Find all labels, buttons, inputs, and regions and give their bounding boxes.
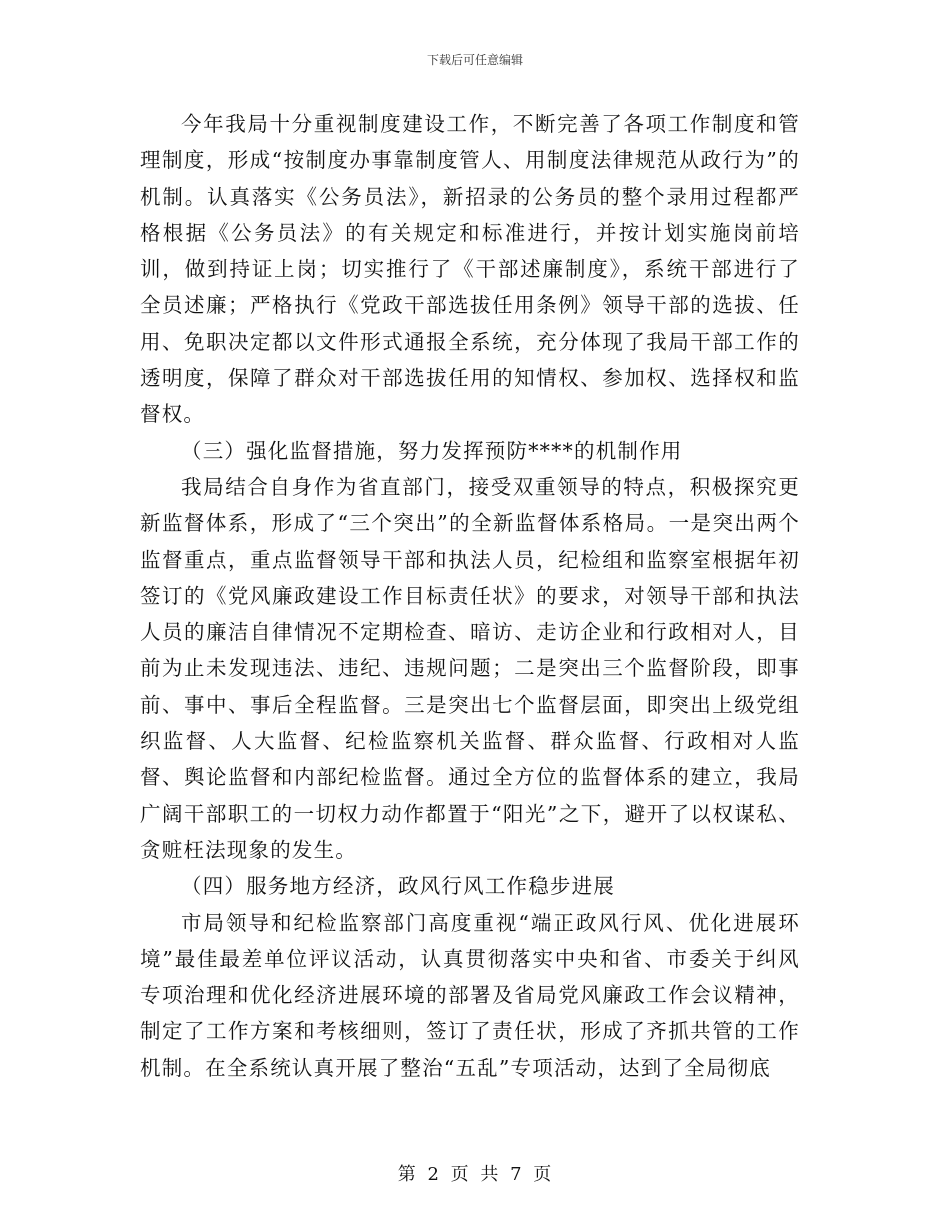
footer-prefix: 第 bbox=[397, 1164, 417, 1185]
total-page-number: 7 bbox=[510, 1164, 523, 1185]
section-heading-3: （三）强化监督措施，努力发挥预防****的机制作用 bbox=[181, 438, 683, 463]
paragraph-institution-building: 今年我局十分重视制度建设工作，不断完善了各项工作制度和管理制度，形成“按制度办事靠制度管人、用制度法律规范从政行为”的机制。认真落实《公务员法》，新招录的公务员的整个录用过程都严格根据《公务员法》的有关规定和标准进行，并按计划实施岗前培训，做到持证上岗；切实推行了《干部述廉制度》，系统干部进行了全员述廉；严格执行《党政干部选拔任用条例》领导干部的选拔、任用、免职决定都以文件形式通报全系统，充分体现了我局干部工作的透明度，保障了群众对干部选拔任用的知情权、参加权、选择权和监督权。 bbox=[140, 112, 800, 427]
page-header: 下载后可任意编辑 bbox=[426, 53, 523, 67]
page-number-footer bbox=[0, 1164, 950, 1186]
footer-page-label: 页 bbox=[450, 1164, 470, 1185]
paragraph-local-economy-service: 市局领导和纪检监察部门高度重视“端正政风行风、优化进展环境”最佳最差单位评议活动，认真贯彻落实中央和省、市委关于纠风专项治理和优化经济进展环境的部署及省局党风廉政工作会议精神，制定了工作方案和考核细则，签订了责任状，形成了齐抓共管的工作机制。在全系统认真开展了整治“五乱”专项活动，达到了全局彻底 bbox=[140, 910, 800, 1080]
section-heading-4: （四）服务地方经济，政风行风工作稳步进展 bbox=[181, 874, 615, 899]
current-page-number: 2 bbox=[427, 1164, 440, 1185]
footer-suffix: 页 bbox=[533, 1164, 553, 1185]
document-body bbox=[140, 106, 800, 1086]
footer-total-label: 共 bbox=[480, 1164, 500, 1185]
paragraph-supervision-system: 我局结合自身作为省直部门，接受双重领导的特点，积极探究更新监督体系，形成了“三个突出”的全新监督体系格局。一是突出两个监督重点，重点监督领导干部和执法人员，纪检组和监察室根据年初签订的《党风廉政建设工作目标责任状》的要求，对领导干部和执法人员的廉洁自律情况不定期检查、暗访、走访企业和行政相对人，目前为止未发现违法、违纪、违规问题；二是突出三个监督阶段，即事前、事中、事后全程监督。三是突出七个监督层面，即突出上级党组织监督、人大监督、纪检监察机关监督、群众监督、行政相对人监督、舆论监督和内部纪检监督。通过全方位的监督体系的建立，我局广阔干部职工的一切权力动作都置于“阳光”之下，避开了以权谋私、贪赃枉法现象的发生。 bbox=[140, 474, 800, 862]
